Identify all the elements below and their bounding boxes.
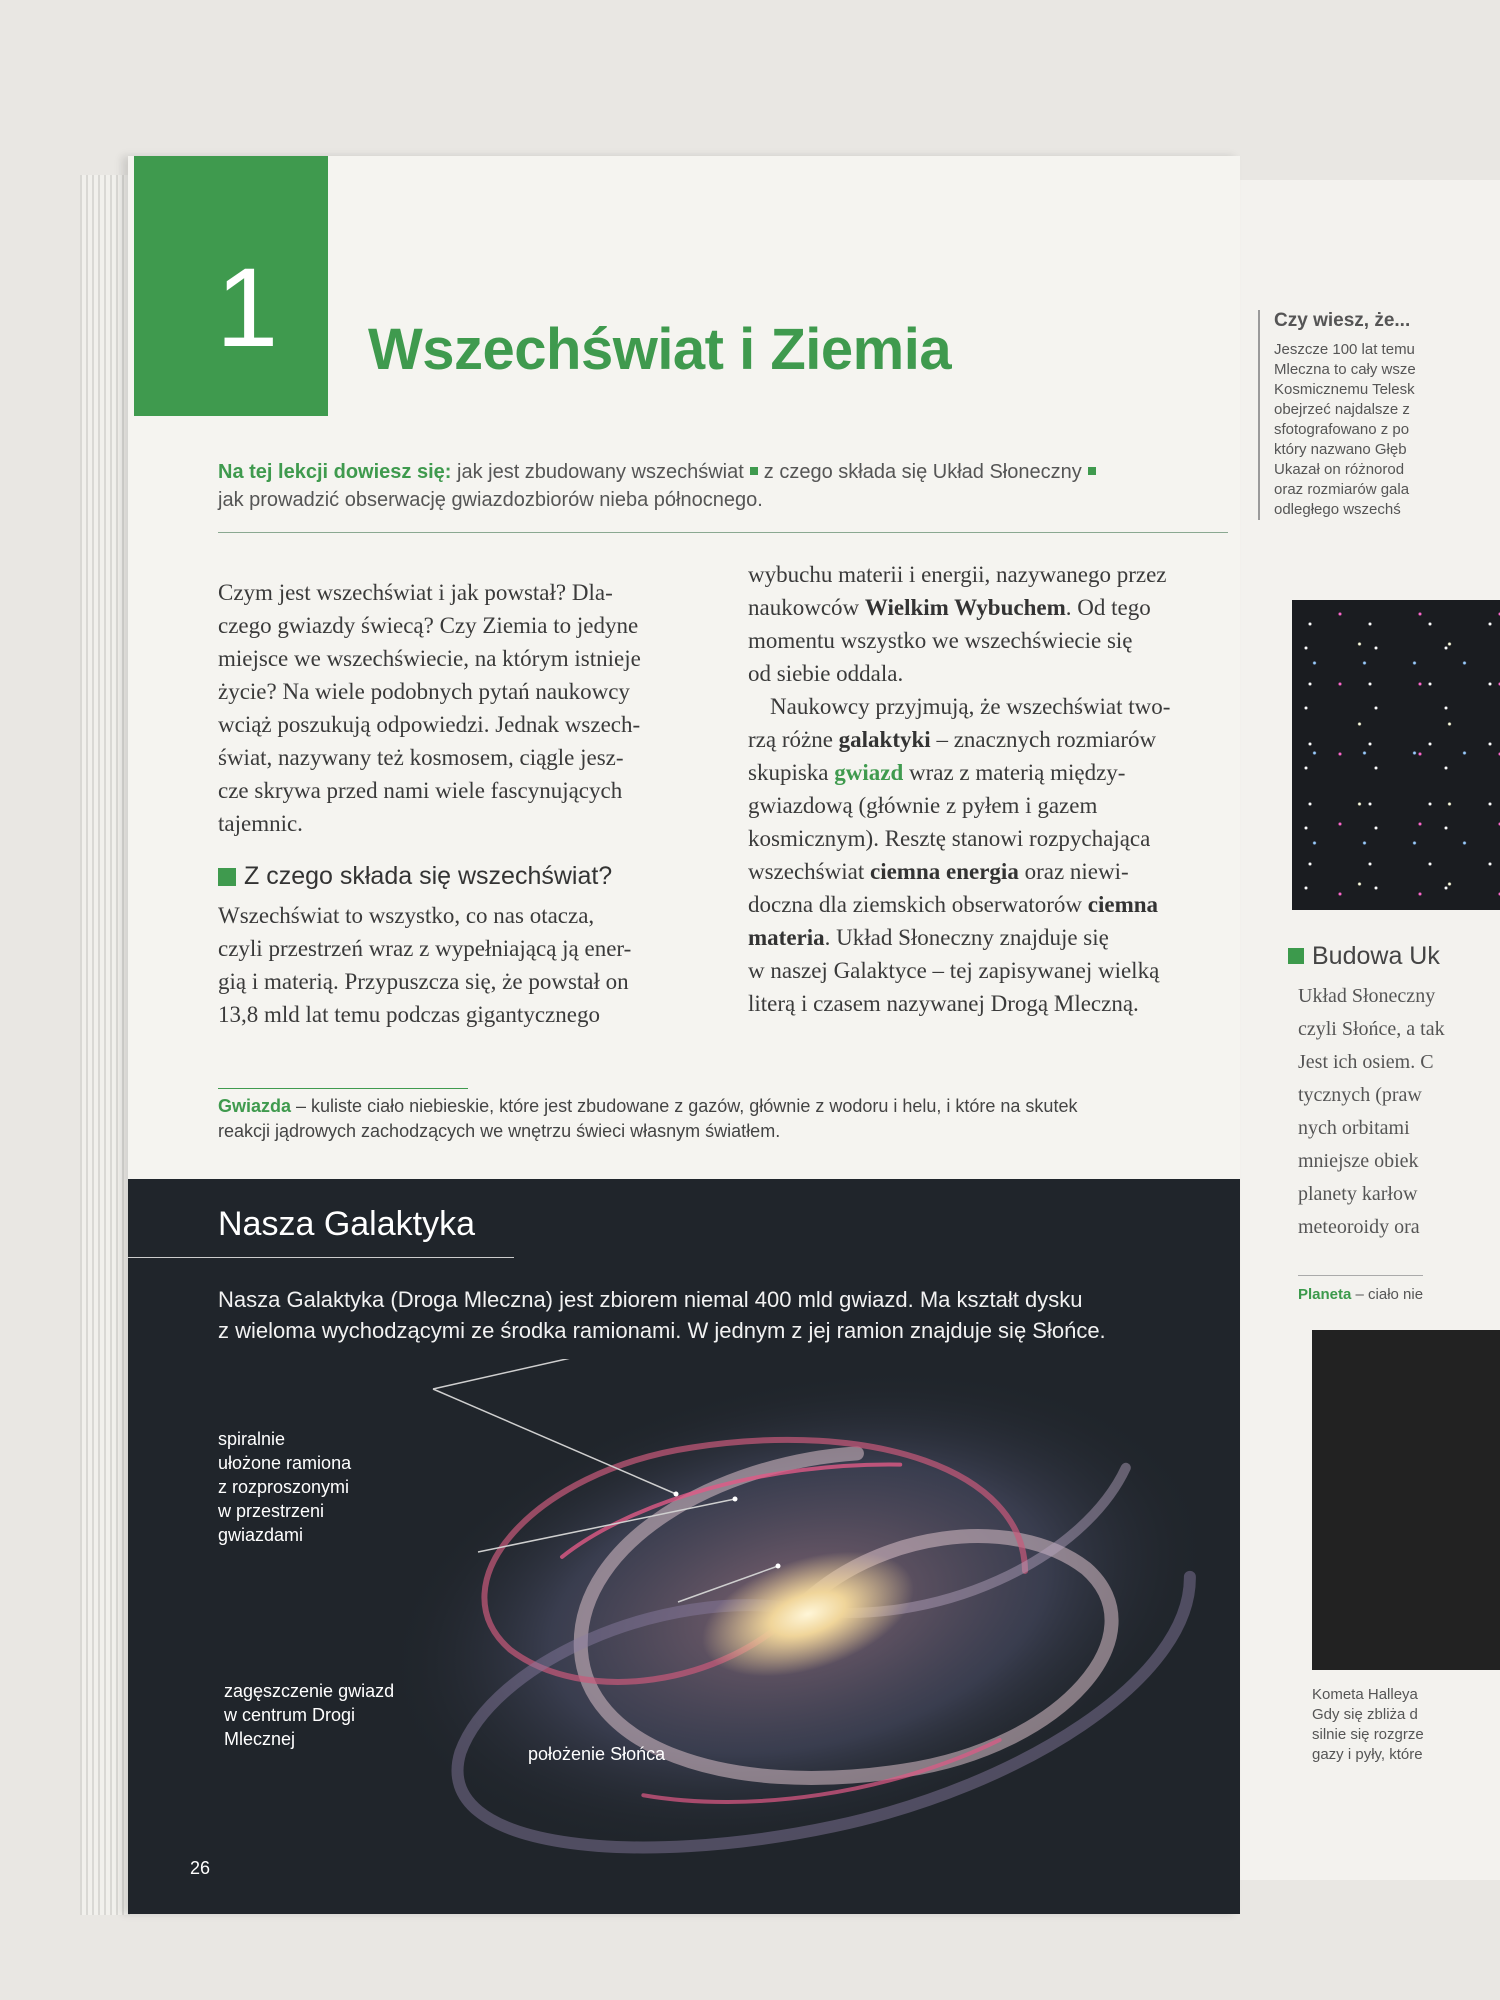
text-line: w naszej Galaktyce – tej zapisywanej wielką xyxy=(748,958,1160,983)
text-line: cze skrywa przed nami wiele fascynujących xyxy=(218,778,623,803)
sidebar-line: Kosmicznemu Telesk xyxy=(1274,381,1415,398)
galaxy-section xyxy=(128,1179,1240,1914)
text-line: rzą różne galaktyki – znacznych rozmiarów xyxy=(748,727,1157,752)
left-column xyxy=(218,576,708,1031)
body-line: tycznych (praw xyxy=(1298,1084,1422,1106)
text-line: Wszechświat to wszystko, co nas otacza, xyxy=(218,903,595,928)
page-edges xyxy=(80,175,130,1915)
comet-photo xyxy=(1312,1330,1500,1670)
sidebar-line: sfotografowano z po xyxy=(1274,421,1410,438)
text-line: świat, nazywany też kosmosem, ciągle jesz- xyxy=(218,745,624,770)
text-line: momentu wszystko we wszechświecie się xyxy=(748,628,1133,653)
bullet-square-icon xyxy=(1088,467,1096,475)
caption-line: Gdy się zbliża d xyxy=(1312,1706,1418,1723)
text-line: tajemnic. xyxy=(218,811,303,836)
text-line: gią i materią. Przypuszcza się, że powstał on xyxy=(218,969,629,994)
body-line: meteoroidy ora xyxy=(1298,1216,1420,1238)
next-page xyxy=(1240,180,1500,1880)
text-line: Naukowcy przyjmują, że wszechświat two- xyxy=(770,694,1171,719)
comet-caption xyxy=(1312,1685,1424,1765)
text-line: wciąż poszukują odpowiedzi. Jednak wszech- xyxy=(218,712,641,737)
text-line: skupiska gwiazd wraz z materią między- xyxy=(748,760,1126,785)
body-line: planety karłow xyxy=(1298,1183,1418,1205)
galaxy-section-title: Nasza Galaktyka xyxy=(218,1205,475,1243)
next-page-body xyxy=(1298,980,1500,1244)
heading-square-icon xyxy=(218,868,236,886)
term-stars: gwiazd xyxy=(834,760,904,785)
term-dark-matter: ciemna xyxy=(1087,892,1159,917)
sidebar-line: odległego wszechś xyxy=(1274,501,1401,518)
text-line: naukowców Wielkim Wybuchem. Od tego xyxy=(748,595,1151,620)
did-you-know-title: Czy wiesz, że... xyxy=(1274,310,1411,331)
text-line: miejsce we wszechświecie, na którym istnieje xyxy=(218,646,641,671)
caption-line: Kometa Halleya xyxy=(1312,1686,1418,1703)
chapter-number-box xyxy=(134,156,328,416)
text-line: doczna dla ziemskich obserwatorów ciemna xyxy=(748,892,1159,917)
definition-box: Gwiazda – kuliste ciało niebieskie, które jest zbudowane z gazów, głównie z wodoru i helu, i które na skutek reakcji jądrowych zachodzących we wnętrzu świeci własnym światłem. xyxy=(218,1096,1078,1141)
next-page-definition: Planeta – ciało nie xyxy=(1298,1275,1423,1303)
body-line: mniejsze obiek xyxy=(1298,1150,1419,1172)
next-page-heading: Budowa Uk xyxy=(1288,942,1440,971)
text-line: materia. Układ Słoneczny znajduje się xyxy=(748,925,1109,950)
body-line: Układ Słoneczny xyxy=(1298,985,1436,1007)
term-galaxies: galaktyki xyxy=(838,727,931,752)
text-line: kosmicznym). Resztę stanowi rozpychająca xyxy=(748,826,1151,851)
body-line: nych orbitami xyxy=(1298,1117,1410,1139)
lesson-goals-label: Na tej lekcji dowiesz się: xyxy=(218,461,452,483)
text-line: Czym jest wszechświat i jak powstał? Dla- xyxy=(218,580,613,605)
galaxy-description: Nasza Galaktyka (Droga Mleczna) jest zbiorem niemal 400 mld gwiazd. Ma kształt dysku z wieloma wychodzącymi ze środka ramionami. W jednym z jej ramion znajduje się Słońce. xyxy=(218,1287,1106,1343)
text-line: czego gwiazdy świecą? Czy Ziemia to jedyne xyxy=(218,613,639,638)
text-line: czyli przestrzeń wraz z wypełniającą ją ener- xyxy=(218,936,632,961)
label-galactic-center: zagęszczenie gwiazd w centrum Drogi Mlecznej xyxy=(224,1681,395,1749)
caption-line: gazy i pyły, które xyxy=(1312,1746,1423,1763)
right-column xyxy=(748,558,1243,1020)
goal-3: jak prowadzić obserwację gwiazdozbiorów nieba północnego. xyxy=(218,489,763,511)
divider xyxy=(218,532,1228,533)
deep-field-photo xyxy=(1292,600,1500,910)
bullet-square-icon xyxy=(750,467,758,475)
body-line: Jest ich osiem. C xyxy=(1298,1051,1434,1073)
lesson-goals xyxy=(218,458,1218,514)
caption-line: silnie się rozgrze xyxy=(1312,1726,1424,1743)
definition-rule xyxy=(218,1088,468,1089)
page-number: 26 xyxy=(190,1858,211,1878)
text-line: wszechświat ciemna energia oraz niewi- xyxy=(748,859,1129,884)
chapter-title: Wszechświat i Ziemia xyxy=(368,317,952,382)
chapter-number: 1 xyxy=(216,245,279,370)
sidebar-line: oraz rozmiarów gala xyxy=(1274,481,1410,498)
sidebar-line: obejrzeć najdalsze z xyxy=(1274,401,1410,418)
goal-1: jak jest zbudowany wszechświat xyxy=(457,461,744,483)
term-dark-energy: ciemna energia xyxy=(870,859,1019,884)
sidebar-line: Ukazał on różnorod xyxy=(1274,461,1405,478)
text-line: od siebie oddala. xyxy=(748,661,904,686)
label-sun-position: położenie Słońca xyxy=(528,1744,666,1764)
text-line: 13,8 mld lat temu podczas gigantycznego xyxy=(218,1002,600,1027)
sidebar-line: Jeszcze 100 lat temu xyxy=(1274,341,1415,358)
text-line: życie? Na wiele podobnych pytań naukowcy xyxy=(218,679,630,704)
title-underline xyxy=(128,1257,514,1258)
definition-term: Gwiazda xyxy=(218,1096,292,1116)
milky-way-illustration xyxy=(328,1359,1238,1914)
section-heading: Z czego składa się wszechświat? xyxy=(218,860,708,893)
term-big-bang: Wielkim Wybuchem xyxy=(864,595,1066,620)
textbook-page xyxy=(128,156,1240,1914)
label-spiral-arms: spiralnie ułożone ramiona z rozproszonymi w przestrzeni gwiazdami xyxy=(218,1429,352,1545)
sidebar-line: Mleczna to cały wsze xyxy=(1274,361,1416,378)
body-line: czyli Słońce, a tak xyxy=(1298,1018,1445,1040)
heading-square-icon xyxy=(1288,948,1304,964)
sidebar-line: który nazwano Głęb xyxy=(1274,441,1407,458)
text-line: wybuchu materii i energii, nazywanego przez xyxy=(748,562,1167,587)
goal-2: z czego składa się Układ Słoneczny xyxy=(763,461,1082,483)
text-line: gwiazdową (głównie z pyłem i gazem xyxy=(748,793,1098,818)
text-line: literą i czasem nazywanej Drogą Mleczną. xyxy=(748,991,1139,1016)
did-you-know-box xyxy=(1258,310,1500,520)
